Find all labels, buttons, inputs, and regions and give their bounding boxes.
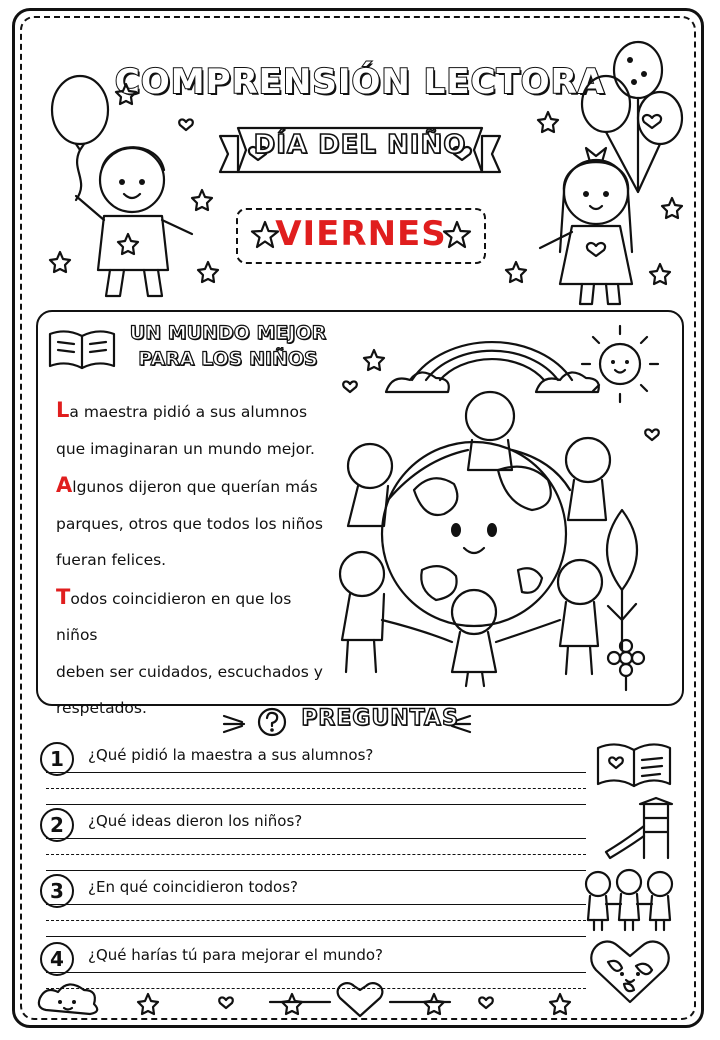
children-group-icon	[578, 866, 680, 932]
story-paragraph-1	[56, 392, 332, 467]
answer-line[interactable]	[46, 972, 586, 973]
drop-cap: A	[56, 473, 73, 497]
story-line: odos coincidieron en que los niños	[56, 589, 292, 644]
story-line: fueran felices.	[56, 551, 167, 569]
answer-line[interactable]	[46, 904, 586, 905]
globe-children-illustration	[322, 320, 678, 700]
question-number: 4	[40, 942, 74, 976]
questions-heading	[0, 706, 720, 731]
story-line: a maestra pidió a sus alumnos	[69, 403, 308, 421]
question-number: 1	[40, 742, 74, 776]
answer-line[interactable]	[46, 804, 586, 805]
question-text: ¿En qué coincidieron todos?	[88, 878, 298, 896]
footer-decorations	[30, 976, 690, 1022]
slide-icon	[600, 796, 680, 860]
questions-heading-text: PREGUNTAS	[301, 706, 459, 731]
answer-line[interactable]	[46, 772, 586, 773]
decorative-stars	[0, 0, 720, 300]
story-title-line2: PARA LOS NIÑOS	[138, 348, 318, 370]
drop-cap: T	[56, 584, 71, 609]
question-text: ¿Qué ideas dieron los niños?	[88, 812, 303, 830]
question-text: ¿Qué harías tú para mejorar el mundo?	[88, 946, 384, 964]
answer-line[interactable]	[46, 870, 586, 871]
story-line: que imaginaran un mundo mejor.	[56, 439, 315, 458]
story-paragraph-3	[56, 579, 332, 727]
answer-line[interactable]	[46, 936, 586, 937]
answer-line[interactable]	[46, 838, 586, 839]
day-label: VIERNES	[275, 214, 447, 254]
story-title-line1: UN MUNDO MEJOR	[129, 322, 327, 344]
answer-line[interactable]	[46, 854, 586, 855]
story-line: parques, otros que todos los niños	[56, 514, 323, 533]
story-line: deben ser cuidados, escuchados y	[56, 662, 323, 681]
page-title: COMPRENSIÓN LECTORA	[114, 62, 606, 102]
page-subtitle: DÍA DEL NIÑO	[253, 130, 467, 160]
answer-line[interactable]	[46, 788, 586, 789]
answer-line[interactable]	[46, 920, 586, 921]
question-number: 2	[40, 808, 74, 842]
book-heart-icon	[594, 738, 674, 792]
question-text: ¿Qué pidió la maestra a sus alumnos?	[88, 746, 374, 764]
drop-cap: L	[56, 398, 70, 422]
book-icon	[46, 326, 118, 374]
story-title	[118, 320, 338, 372]
story-line: lgunos dijeron que querían más	[72, 478, 318, 496]
story-line: respetados.	[56, 699, 147, 717]
question-number: 3	[40, 874, 74, 908]
story-paragraph-2	[56, 467, 332, 579]
story-text	[56, 392, 332, 727]
